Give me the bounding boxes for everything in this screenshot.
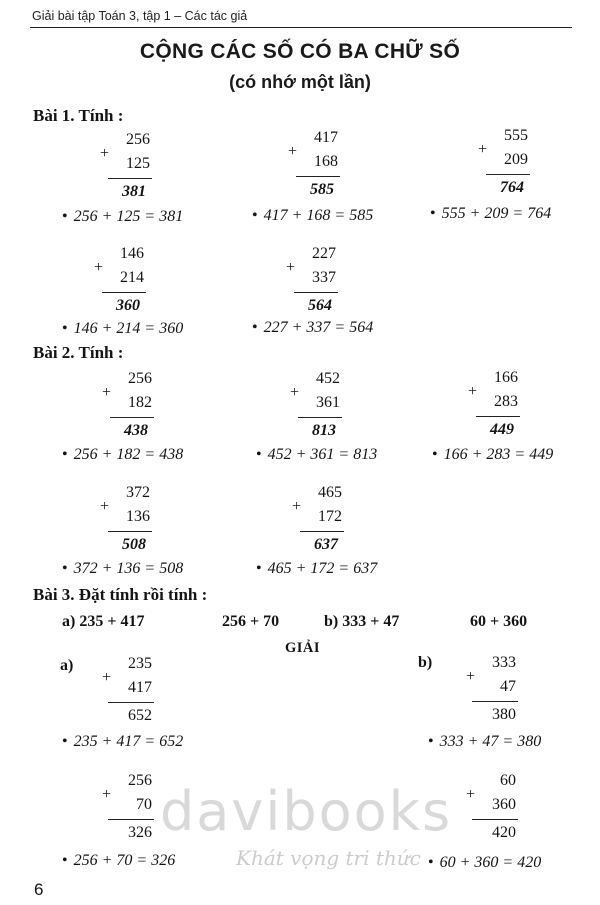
operand-b: 283: [494, 393, 518, 410]
plus-sign: +: [466, 668, 476, 685]
bai3-calc-4: [462, 769, 518, 849]
sum-result: 326: [128, 824, 152, 841]
operand-a: 333: [492, 654, 516, 671]
equation-text: 235 + 417 = 652: [73, 733, 184, 750]
sum-rule: [476, 416, 520, 417]
operand-b: 361: [316, 394, 340, 411]
bullet: •: [432, 446, 438, 463]
sum-rule: [108, 531, 152, 532]
running-header: Giải bài tập Toán 3, tập 1 – Các tác giả: [32, 9, 248, 23]
solution-heading: GIẢI: [285, 640, 321, 656]
sum-rule: [102, 292, 146, 293]
bullet: •: [256, 560, 262, 577]
sum-result: 564: [308, 297, 332, 314]
plus-sign: +: [290, 384, 300, 401]
plus-sign: +: [102, 384, 112, 401]
plus-sign: +: [286, 259, 296, 276]
bullet: •: [62, 320, 68, 337]
sum-result: 652: [128, 707, 152, 724]
bullet: •: [428, 854, 434, 871]
sum-rule: [296, 176, 340, 177]
bai2-equation-5: [256, 560, 377, 578]
plus-sign: +: [292, 498, 302, 515]
bai2-heading: Bài 2. Tính :: [33, 343, 124, 362]
plus-sign: +: [466, 786, 476, 803]
equation-text: 372 + 136 = 508: [73, 560, 184, 577]
bai1-equation-4: [62, 320, 183, 338]
page-subtitle: (có nhớ một lần): [229, 72, 371, 92]
equation-text: 227 + 337 = 564: [263, 319, 374, 336]
operand-a: 256: [128, 370, 152, 387]
watermark-brand: davibooks: [160, 780, 453, 843]
operand-b: 360: [492, 796, 516, 813]
sum-result: 508: [122, 536, 146, 553]
bullet: •: [252, 207, 258, 224]
operand-a: 417: [314, 129, 338, 146]
operand-a: 235: [128, 655, 152, 672]
operand-b: 168: [314, 153, 338, 170]
operand-a: 166: [494, 369, 518, 386]
bai2-calc-5: [288, 481, 344, 561]
operand-a: 256: [126, 131, 150, 148]
operand-b: 125: [126, 155, 150, 172]
sum-result: 585: [310, 181, 334, 198]
operand-b: 70: [136, 796, 152, 813]
sum-result: 381: [122, 183, 146, 200]
part-a-label: a): [60, 657, 74, 674]
sum-rule: [298, 417, 342, 418]
operand-b: 47: [500, 678, 516, 695]
equation-text: 452 + 361 = 813: [267, 446, 378, 463]
plus-sign: +: [100, 145, 110, 162]
sum-rule: [472, 701, 518, 702]
sum-result: 637: [314, 536, 338, 553]
operand-a: 146: [120, 245, 144, 262]
bai1-heading: Bài 1. Tính :: [33, 106, 124, 125]
bai3-calc-3: [98, 769, 154, 849]
sum-result: 813: [312, 422, 336, 439]
bai3-problem-1: a) 235 + 417: [62, 613, 145, 630]
watermark-slogan: Khát vọng tri thức: [236, 846, 421, 870]
plus-sign: +: [102, 786, 112, 803]
sum-rule: [472, 819, 518, 820]
bai3-calc-2: [462, 651, 518, 731]
bai1-calc-3: [474, 124, 530, 204]
bai3-equation-2: [428, 733, 541, 751]
bai2-calc-3: [464, 366, 520, 446]
plus-sign: +: [100, 498, 110, 515]
bai1-equation-5: [252, 319, 373, 337]
bullet: •: [62, 733, 68, 750]
sum-rule: [300, 531, 344, 532]
operand-b: 417: [128, 679, 152, 696]
bai3-heading: Bài 3. Đặt tính rồi tính :: [33, 585, 208, 604]
bullet: •: [430, 205, 436, 222]
operand-b: 214: [120, 269, 144, 286]
operand-b: 209: [504, 151, 528, 168]
bai3-problem-4: 60 + 360: [470, 613, 528, 630]
sum-rule: [110, 417, 154, 418]
equation-text: 256 + 70 = 326: [73, 852, 176, 869]
plus-sign: +: [478, 141, 488, 158]
operand-b: 172: [318, 508, 342, 525]
operand-a: 452: [316, 370, 340, 387]
sum-result: 380: [492, 706, 516, 723]
bullet: •: [256, 446, 262, 463]
bai3-calc-1: [98, 652, 154, 732]
operand-a: 372: [126, 484, 150, 501]
bai2-equation-3: [432, 446, 553, 464]
plus-sign: +: [94, 259, 104, 276]
bai2-equation-2: [256, 446, 377, 464]
bai2-equation-1: [62, 446, 183, 464]
bullet: •: [62, 208, 68, 225]
header-rule: [30, 27, 572, 28]
bai1-calc-4: [90, 242, 146, 322]
part-b-label: b): [418, 654, 433, 671]
bullet: •: [62, 560, 68, 577]
page-number: 6: [34, 880, 44, 899]
bullet: •: [62, 852, 68, 869]
bai1-calc-5: [282, 242, 338, 322]
bai3-equation-4: [428, 854, 541, 872]
bai3-problem-3: b) 333 + 47: [324, 613, 400, 630]
equation-text: 333 + 47 = 380: [439, 733, 542, 750]
sum-rule: [108, 702, 154, 703]
sum-result: 764: [500, 179, 524, 196]
bullet: •: [252, 319, 258, 336]
operand-b: 136: [126, 508, 150, 525]
page-title: CỘNG CÁC SỐ CÓ BA CHỮ SỐ: [139, 40, 461, 63]
equation-text: 555 + 209 = 764: [441, 205, 552, 222]
equation-text: 256 + 182 = 438: [73, 446, 184, 463]
operand-a: 60: [500, 772, 516, 789]
equation-text: 166 + 283 = 449: [443, 446, 554, 463]
bullet: •: [62, 446, 68, 463]
bai2-calc-2: [286, 367, 342, 447]
sum-rule: [294, 292, 338, 293]
bai2-calc-4: [96, 481, 152, 561]
sum-result: 420: [492, 824, 516, 841]
sum-result: 449: [490, 421, 514, 438]
equation-text: 465 + 172 = 637: [267, 560, 378, 577]
bai3-equation-1: [62, 733, 183, 751]
bai2-calc-1: [98, 367, 154, 447]
bai1-calc-2: [284, 126, 340, 206]
operand-a: 555: [504, 127, 528, 144]
sum-rule: [108, 178, 152, 179]
sum-result: 360: [116, 297, 140, 314]
operand-a: 227: [312, 245, 336, 262]
operand-a: 465: [318, 484, 342, 501]
bai3-equation-3: [62, 852, 175, 870]
operand-a: 256: [128, 772, 152, 789]
bai3-problem-2: 256 + 70: [222, 613, 280, 630]
bai1-equation-1: [62, 208, 183, 226]
sum-rule: [108, 819, 154, 820]
bai1-calc-1: [96, 128, 152, 208]
equation-text: 146 + 214 = 360: [73, 320, 184, 337]
plus-sign: +: [468, 383, 478, 400]
bai1-equation-3: [430, 205, 551, 223]
plus-sign: +: [288, 143, 298, 160]
equation-text: 60 + 360 = 420: [439, 854, 542, 871]
plus-sign: +: [102, 669, 112, 686]
sum-result: 438: [124, 422, 148, 439]
operand-b: 337: [312, 269, 336, 286]
sum-rule: [486, 174, 530, 175]
bai1-equation-2: [252, 207, 373, 225]
bullet: •: [428, 733, 434, 750]
equation-text: 256 + 125 = 381: [73, 208, 184, 225]
bai2-equation-4: [62, 560, 183, 578]
equation-text: 417 + 168 = 585: [263, 207, 374, 224]
operand-b: 182: [128, 394, 152, 411]
